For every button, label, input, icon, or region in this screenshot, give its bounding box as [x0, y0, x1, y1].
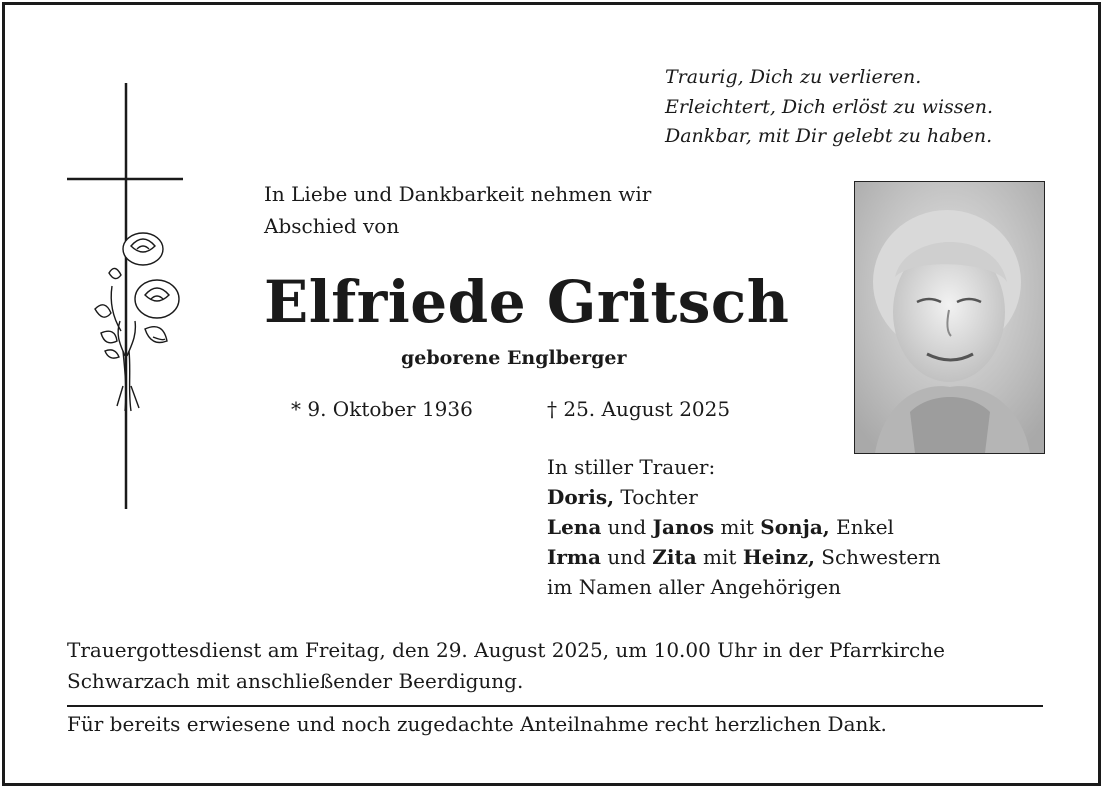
- intro-line-2: Abschied von: [264, 214, 400, 238]
- birth-date: * 9. Oktober 1936: [291, 397, 473, 421]
- obituary-card: [2, 2, 1101, 786]
- mourner-name: Irma: [547, 545, 602, 569]
- poem-line-2: Erleichtert, Dich erlöst zu wissen.: [665, 95, 994, 118]
- mourners-heading: In stiller Trauer:: [547, 455, 716, 479]
- thanks-text: Für bereits erwiesene und noch zugedachte Anteilnahme recht herzlichen Dank.: [67, 712, 887, 736]
- intro-line-1: In Liebe und Dankbarkeit nehmen wir: [264, 182, 652, 206]
- connector-text: mit: [714, 515, 761, 539]
- mourner-name: Lena: [547, 515, 602, 539]
- mourner-name: Heinz,: [742, 545, 815, 569]
- mourner-relation: Tochter: [614, 485, 698, 509]
- portrait-photo: [854, 181, 1045, 454]
- mourner-row: [547, 482, 941, 512]
- connector-text: und: [601, 515, 653, 539]
- mourner-relation: Schwestern: [814, 545, 941, 569]
- service-line-2: Schwarzach mit anschließender Beerdigung.: [67, 669, 524, 693]
- cross-icon: [65, 81, 190, 513]
- mourner-name: Zita: [652, 545, 697, 569]
- service-line-1: Trauergottesdienst am Freitag, den 29. August 2025, um 10.00 Uhr in der Pfarrkirche: [67, 638, 945, 662]
- mourners-list: [547, 452, 941, 602]
- birth-name: geborene Englberger: [401, 347, 627, 369]
- mourner-name: Janos: [652, 515, 715, 539]
- deceased-name: Elfriede Gritsch: [264, 268, 790, 336]
- mourner-name: Sonja,: [760, 515, 830, 539]
- mourner-name: Doris,: [547, 485, 615, 509]
- rose-icon: [95, 233, 179, 411]
- mourner-row: [547, 512, 941, 542]
- connector-text: und: [601, 545, 653, 569]
- poem-line-1: Traurig, Dich zu verlieren.: [665, 66, 922, 88]
- service-info: [67, 635, 945, 697]
- divider: [67, 705, 1043, 707]
- mourners-closing: im Namen aller Angehörigen: [547, 575, 842, 599]
- intro-text: [264, 178, 651, 242]
- mourner-relation: Enkel: [829, 515, 894, 539]
- connector-text: mit: [696, 545, 743, 569]
- death-date: † 25. August 2025: [547, 397, 731, 421]
- poem-line-3: Dankbar, mit Dir gelebt zu haben.: [665, 125, 993, 147]
- mourner-row: [547, 542, 941, 572]
- poem: [665, 63, 993, 152]
